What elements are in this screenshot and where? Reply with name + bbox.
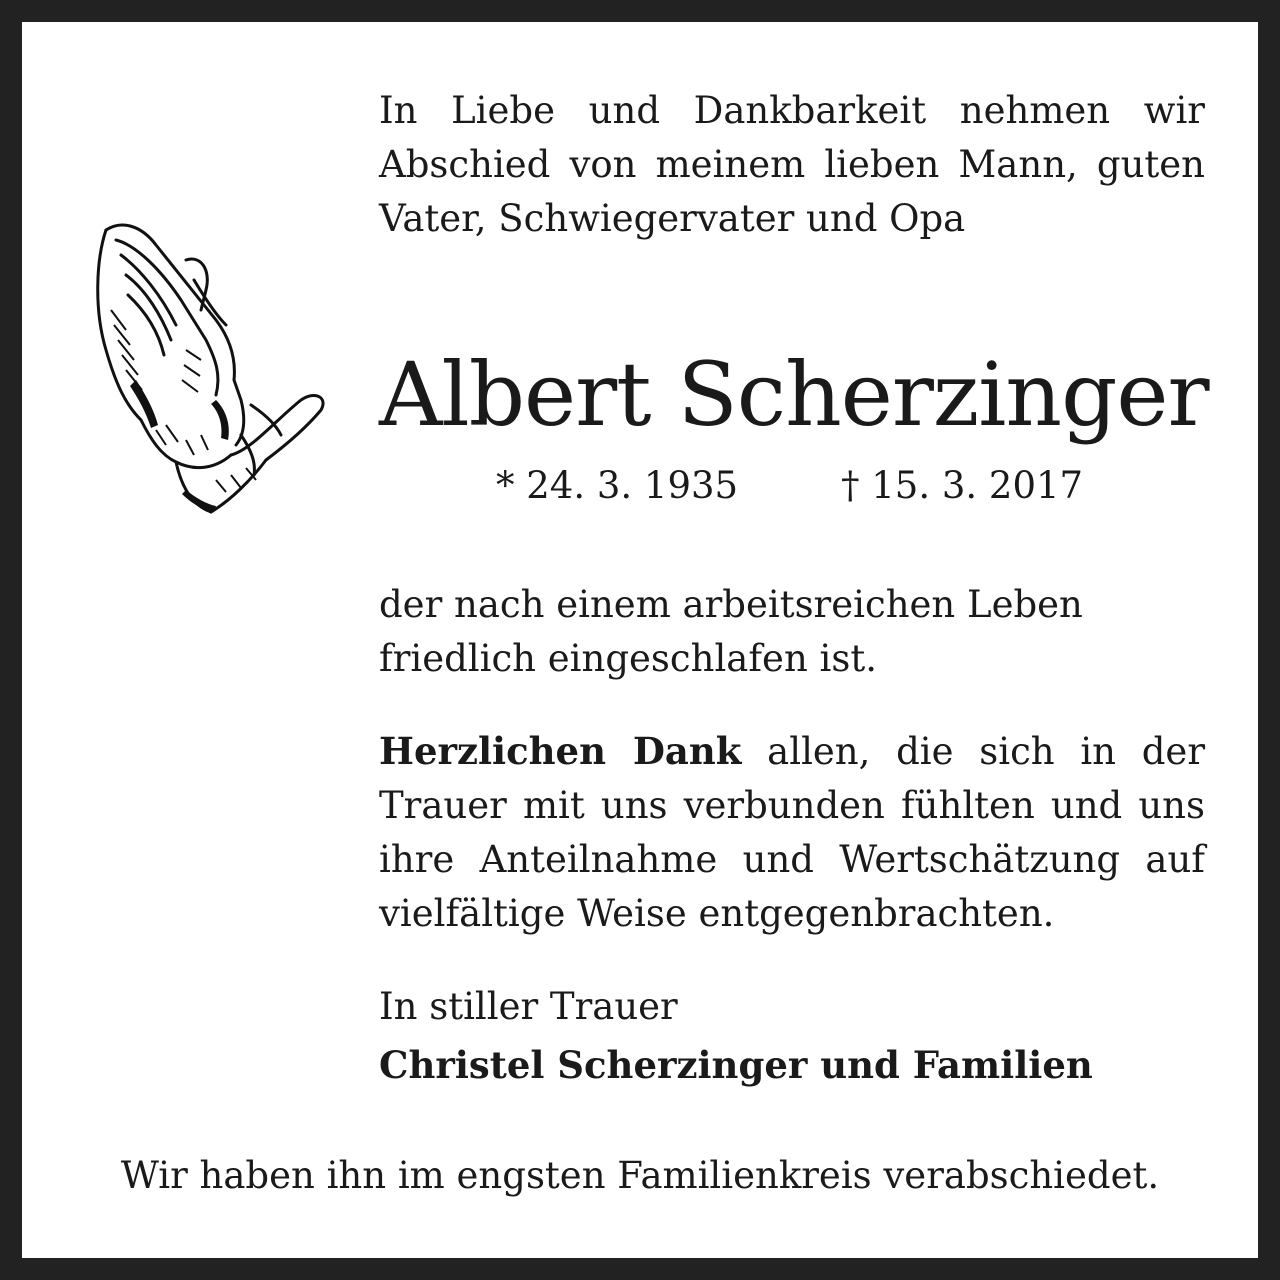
deceased-name: Albert Scherzinger xyxy=(379,343,1209,446)
birth-date: * 24. 3. 1935 xyxy=(496,464,739,507)
life-text xyxy=(379,578,1205,686)
thanks-line-4: vielfältige Weise entgegenbrachten. xyxy=(379,892,1055,935)
mourners-names: Christel Scherzinger und Familien xyxy=(379,1043,1093,1087)
life-line-1: der nach einem arbeitsreichen Leben xyxy=(379,583,1083,626)
life-line-2: friedlich eingeschlafen ist. xyxy=(379,637,877,680)
intro-line-3: Vater, Schwiegervater und Opa xyxy=(379,197,966,240)
thanks-line-2: Trauer mit uns verbunden fühlten und uns xyxy=(379,784,1205,827)
footer-note: Wir haben ihn im engsten Familienkreis verabschiedet. xyxy=(120,1154,1160,1197)
intro-line-1: In Liebe und Dankbarkeit nehmen wir xyxy=(379,89,1205,132)
mourners-intro: In stiller Trauer xyxy=(379,985,678,1028)
mourners-block xyxy=(379,978,1205,1094)
death-date: † 15. 3. 2017 xyxy=(841,464,1084,507)
intro-line-2: Abschied von meinem lieben Mann, guten xyxy=(379,143,1205,186)
thanks-lead: Herzlichen Dank xyxy=(379,729,742,773)
obituary-notice xyxy=(22,22,1258,1258)
thanks-line-1-rest: allen, die sich in der xyxy=(767,730,1206,773)
thanks-text xyxy=(379,724,1205,941)
thanks-line-3: ihre Anteilnahme und Wertschätzung auf xyxy=(379,838,1205,881)
intro-text xyxy=(379,84,1205,246)
praying-hands-icon xyxy=(66,200,326,520)
thanks-line-1 xyxy=(379,724,1205,779)
